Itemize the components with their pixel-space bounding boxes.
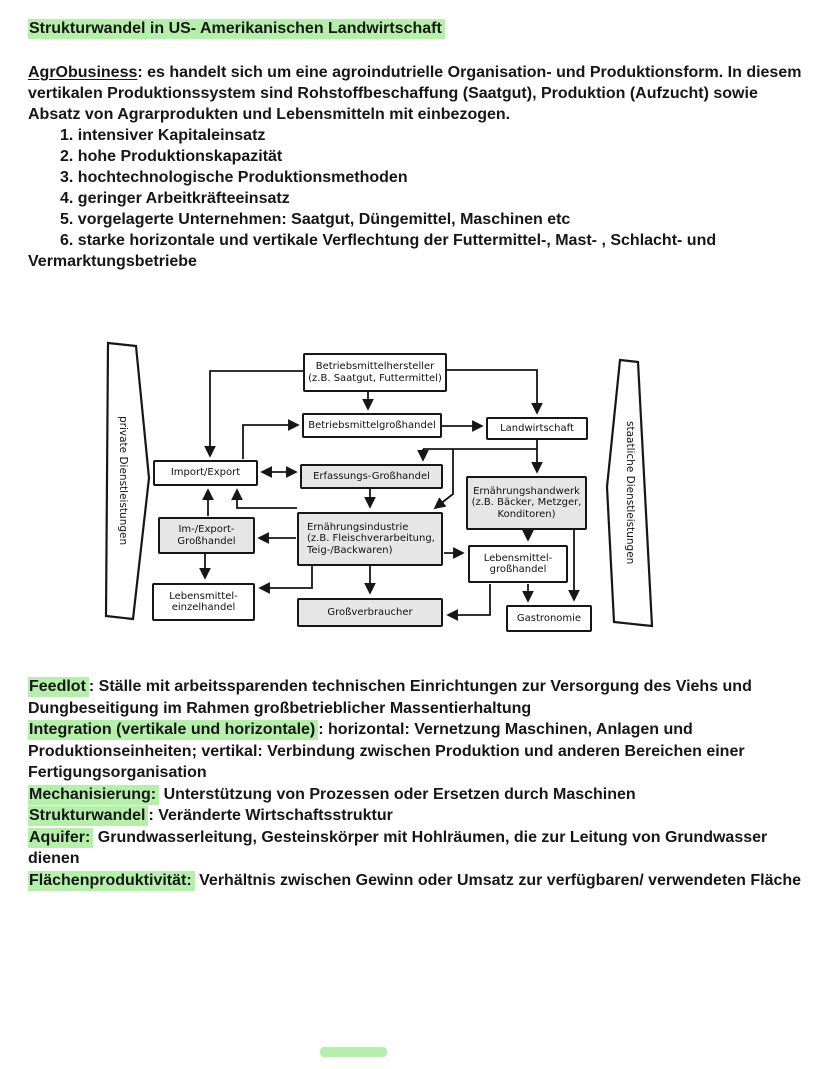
diagram-box-betriebsmittelgrosshandel [302, 413, 442, 438]
highlight-mark-bottom [320, 1047, 387, 1057]
diagram-box-ernaehrungshandwerk [466, 476, 587, 530]
box-label: Erfassungs-Großhandel [313, 470, 430, 482]
diagram-box-gastronomie [506, 605, 592, 632]
box-label: Lebensmittel- [169, 590, 238, 602]
definition-term: Flächenproduktivität: [28, 871, 195, 891]
box-label: Betriebsmittelhersteller [315, 361, 435, 372]
diagram-box-lebensmittelgrosshandel [468, 545, 568, 583]
box-label: Import/Export [170, 467, 241, 479]
definition-text: : Veränderte Wirtschaftsstruktur [148, 807, 393, 824]
top-text-section [0, 0, 828, 272]
diagram-box-import-export [153, 460, 258, 486]
box-sublabel: einzelhandel [171, 602, 236, 613]
state-services-banner-label: staatliche Dienstleistungen [624, 421, 636, 565]
agrobusiness-text: : es handelt sich um eine agroindutrielle Organisation- und Produktionsform. In diesem vertikalen Produktionssystem sind Rohstoffbeschaffung (Saatgut), Produktion (Aufzucht) sowie Absatz von Agrarprodukten und Lebensmitteln mit einbezogen. [28, 64, 802, 123]
box-label: Ernährungshandwerk [473, 485, 580, 497]
definition-text: Grundwasserleitung, Gesteinskörper mit Hohlräumen, die zur Leitung von Grundwasser dienen [28, 828, 768, 867]
definition-text: : Ställe mit arbeitssparenden technischen Einrichtungen zur Versorgung des Viehs und Dungbeseitigung im Rahmen großbetrieblicher Massentierhaltung [28, 678, 752, 717]
agrobusiness-flow-diagram [0, 340, 828, 670]
definition-mechanisierung [28, 784, 808, 806]
diagram-box-ernaehrungsindustrie [297, 512, 443, 566]
diagram-box-landwirtschaft [486, 417, 588, 440]
box-sublabel: (z.B. Fleischverarbeitung, [307, 533, 435, 545]
agrobusiness-list [28, 125, 806, 272]
box-sublabel: Teig-/Backwaren) [307, 544, 393, 556]
diagram-box-grossverbraucher [297, 598, 443, 627]
private-services-banner-label: private Dienstleistungen [117, 416, 129, 546]
box-label: Lebensmittel- [483, 552, 553, 564]
diagram-box-betriebsmittelhersteller [303, 353, 447, 392]
definition-term: Aquifer: [28, 828, 93, 848]
definition-term: Feedlot [28, 677, 89, 697]
agrobusiness-term: AgrObusiness [28, 64, 138, 81]
definition-term: Strukturwandel [28, 806, 148, 826]
list-item-1: 1. intensiver Kapitaleinsatz [60, 127, 266, 144]
box-sublabel: Konditoren) [497, 508, 556, 520]
box-label: Landwirtschaft [500, 422, 574, 434]
page-title [28, 20, 806, 38]
definition-text: : horizontal: Vernetzung Maschinen, Anlagen und Produktionseinheiten; vertikal: Verbindung zwischen Produktion und anderen Bereichen einer Fertigungsorganisation [28, 721, 745, 781]
definition-strukturwandel [28, 805, 808, 827]
definitions-section [28, 676, 808, 891]
list-item-3: 3. hochtechnologische Produktionsmethoden [60, 169, 408, 186]
diagram-box-erfassungs-grosshandel [300, 464, 443, 489]
definition-term: Mechanisierung: [28, 785, 159, 805]
list-item-6: 6. starke horizontale und vertikale Verflechtung der Futtermittel-, Mast- , Schlacht- und Vermarktungsbetriebe [28, 232, 717, 270]
diagram-box-im-export-grosshandel [158, 517, 255, 554]
agrobusiness-paragraph [28, 62, 806, 125]
definition-text: Verhältnis zwischen Gewinn oder Umsatz zur verfügbaren/ verwendeten Fläche [194, 871, 802, 889]
definition-integration [28, 719, 808, 784]
definition-term: Integration (vertikale und horizontale) [28, 720, 318, 740]
definition-aquifer [28, 827, 808, 870]
box-sublabel: großhandel [489, 564, 547, 575]
title-highlight: Strukturwandel in US- Amerikanischen Landwirtschaft [28, 19, 445, 39]
definition-flaechenproduktivitaet [28, 870, 808, 892]
diagram-box-lebensmitteleinzelhandel [152, 583, 255, 621]
list-item-5: 5. vorgelagerte Unternehmen: Saatgut, Düngemittel, Maschinen etc [60, 211, 571, 228]
box-label: Betriebsmittelgroßhandel [308, 419, 436, 431]
box-label: Gastronomie [516, 612, 582, 624]
box-label: Großverbraucher [327, 606, 413, 618]
box-sublabel: (z.B. Bäcker, Metzger, [471, 497, 582, 509]
box-sublabel: Großhandel [177, 535, 236, 547]
box-sublabel: (z.B. Saatgut, Futtermittel) [308, 372, 442, 384]
list-item-2: 2. hohe Produktionskapazität [60, 148, 283, 165]
box-label: Im-/Export- [178, 524, 235, 535]
definition-text: Unterstützung von Prozessen oder Ersetzen durch Maschinen [159, 785, 636, 803]
definition-feedlot [28, 676, 808, 719]
list-item-4: 4. geringer Arbeitkräfteeinsatz [60, 190, 290, 207]
box-label: Ernährungsindustrie [307, 521, 409, 533]
